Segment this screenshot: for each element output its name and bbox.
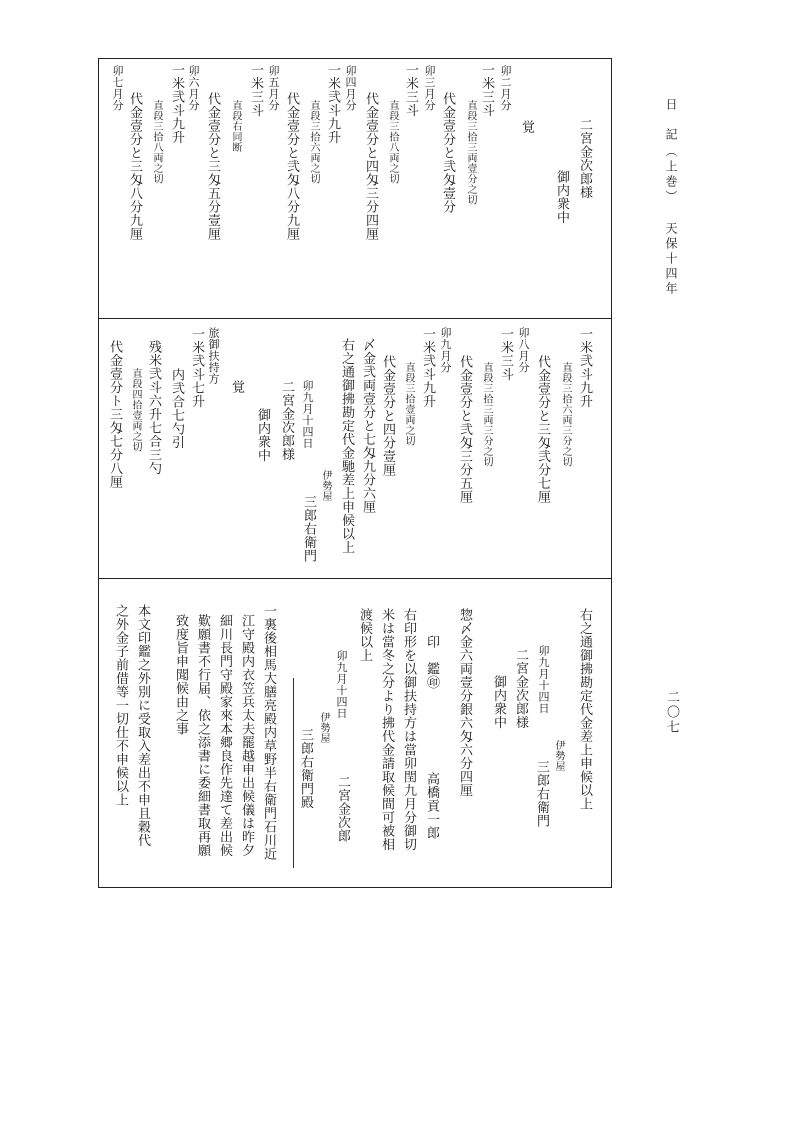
text-column: 致度旨申聞候由之事 (173, 614, 188, 736)
text-column: 御内衆中 (491, 675, 506, 729)
text-column: 伊勢屋 (553, 740, 564, 772)
text-column: 直段三拾三両壹分之切 (465, 100, 476, 205)
text-column: 代金壹分と弐匁八分九厘 (284, 92, 299, 241)
text-column: 高橋貢一郎 (424, 772, 439, 840)
text-column: 卯八月分 (517, 327, 530, 373)
text-column: 直段右同断 (230, 100, 241, 153)
text-column: 本文印鑑之外別に受取入差出不申且穀代 (135, 604, 150, 847)
text-column: 代金壹分と三匁五分壹厘 (205, 92, 220, 241)
text-column: 卯九月分 (439, 327, 452, 373)
text-column: 伊勢屋 (318, 712, 329, 744)
text-column: 三郎右衛門 (301, 495, 316, 563)
text-column: 残米弐斗六升七合三勺 (146, 340, 161, 475)
text-column: 直段三拾八両之切 (387, 100, 398, 184)
text-column: 御内衆中 (255, 408, 270, 462)
text-column: 代金壹分と三匁八分九厘 (127, 92, 142, 241)
text-column: 一裏後相馬大膳亮殿内草野半右衛門石川近 (261, 604, 276, 861)
text-column: 卯三月分 (423, 65, 436, 111)
text-column: 卯二月分 (499, 65, 512, 111)
text-column: 一米弐斗九升 (325, 63, 340, 144)
text-column: 一米弐斗九升 (577, 327, 592, 408)
text-column: 一米三斗 (248, 63, 263, 117)
separator-line (293, 678, 294, 868)
text-column: 直段四拾壹両之切 (130, 368, 141, 452)
text-column: 三郎右衛門 (534, 760, 549, 828)
text-column: 之外金子前借等一切仕不申候以上 (113, 604, 128, 807)
text-column: 一米三斗 (479, 63, 494, 117)
section-divider (98, 318, 612, 319)
volume-label: （上巻） (664, 145, 678, 205)
text-column: 細川長門守殿家來本郷良作先達て差出候 (217, 614, 232, 857)
text-column: 一米三斗 (403, 63, 418, 117)
text-column: 代金壹分と三匁弐分七厘 (535, 355, 550, 504)
text-column: 渡候以上 (357, 608, 372, 662)
text-column: 印 鑑㊞ (424, 635, 439, 689)
text-column: 一米三斗 (498, 327, 513, 381)
text-column: 卯四月分 (344, 65, 357, 111)
text-column: 一米弐斗七升 (189, 327, 204, 408)
text-column: 代金壹分と四匁三分四厘 (363, 92, 378, 241)
text-column: 江守殿内衣笠兵太夫罷越申出候儀は昨夕 (239, 614, 254, 857)
text-column: 代金壹分ト三匁七分八厘 (107, 340, 122, 489)
text-column: 惣〆金六両壹分銀六匁六分四厘 (457, 608, 472, 797)
text-column: 卯九月十四日 (537, 645, 550, 714)
text-column: 覚 (229, 380, 244, 394)
text-column: 二宮金次郎様 (279, 380, 294, 461)
text-column: 二宮金次郎様 (513, 648, 528, 729)
text-column: 代金壹分と四分壹厘 (380, 355, 395, 477)
section-divider (98, 578, 612, 579)
journal-title: 日 記 (664, 98, 678, 143)
text-column: 直段三拾三両三分之切 (481, 362, 492, 467)
text-column: 右之通御拂勘定代金差上申候以上 (577, 608, 592, 811)
era-label: 天保十四年 (664, 222, 678, 297)
text-column: 代金壹分と弐匁壹分 (440, 92, 455, 214)
page-number: 二〇七 (664, 690, 679, 735)
text-column: 二宮金次郎 (335, 775, 350, 843)
text-column: 卯六月分 (187, 65, 200, 111)
text-column: 卯五月分 (267, 65, 280, 111)
text-column: 代金壹分と弐匁三分五厘 (457, 355, 472, 504)
text-column: 内弐合七勺引 (169, 368, 184, 449)
text-column: 米は當冬之分より拂代金請取候間可被相 (379, 608, 394, 851)
text-column: 卯九月十四日 (335, 650, 348, 719)
text-column: 直段三拾六両三分之切 (560, 362, 571, 467)
text-column: 旅御扶持方 (207, 327, 220, 385)
text-column: 伊勢屋 (320, 470, 331, 502)
text-column: 三郎右衛門殿 (298, 728, 313, 809)
text-column: 卯七月分 (111, 65, 124, 111)
text-column: 直段三拾六両之切 (308, 100, 319, 184)
text-column: 右印形を以御扶持方は當卯閏九月分御切 (401, 608, 416, 851)
text-column: 歎願書不行届、依之添書に委細書取再願 (195, 614, 210, 857)
text-column: 一米弐斗九升 (169, 63, 184, 144)
text-column: 覚 (519, 120, 534, 134)
text-column: 卯九月十四日 (301, 380, 314, 449)
text-column: 右之通御拂勘定代金馳差上申候以上 (339, 338, 354, 554)
text-column: 直段三拾八両之切 (151, 100, 162, 184)
text-column: 御内衆中 (554, 170, 569, 224)
text-column: 二宮金次郎様 (577, 118, 592, 199)
text-column: 一米弐斗九升 (420, 327, 435, 408)
text-column: 直段三拾壹両之切 (403, 362, 414, 446)
text-column: 〆金弐両壹分と七匁九分六厘 (360, 338, 375, 514)
